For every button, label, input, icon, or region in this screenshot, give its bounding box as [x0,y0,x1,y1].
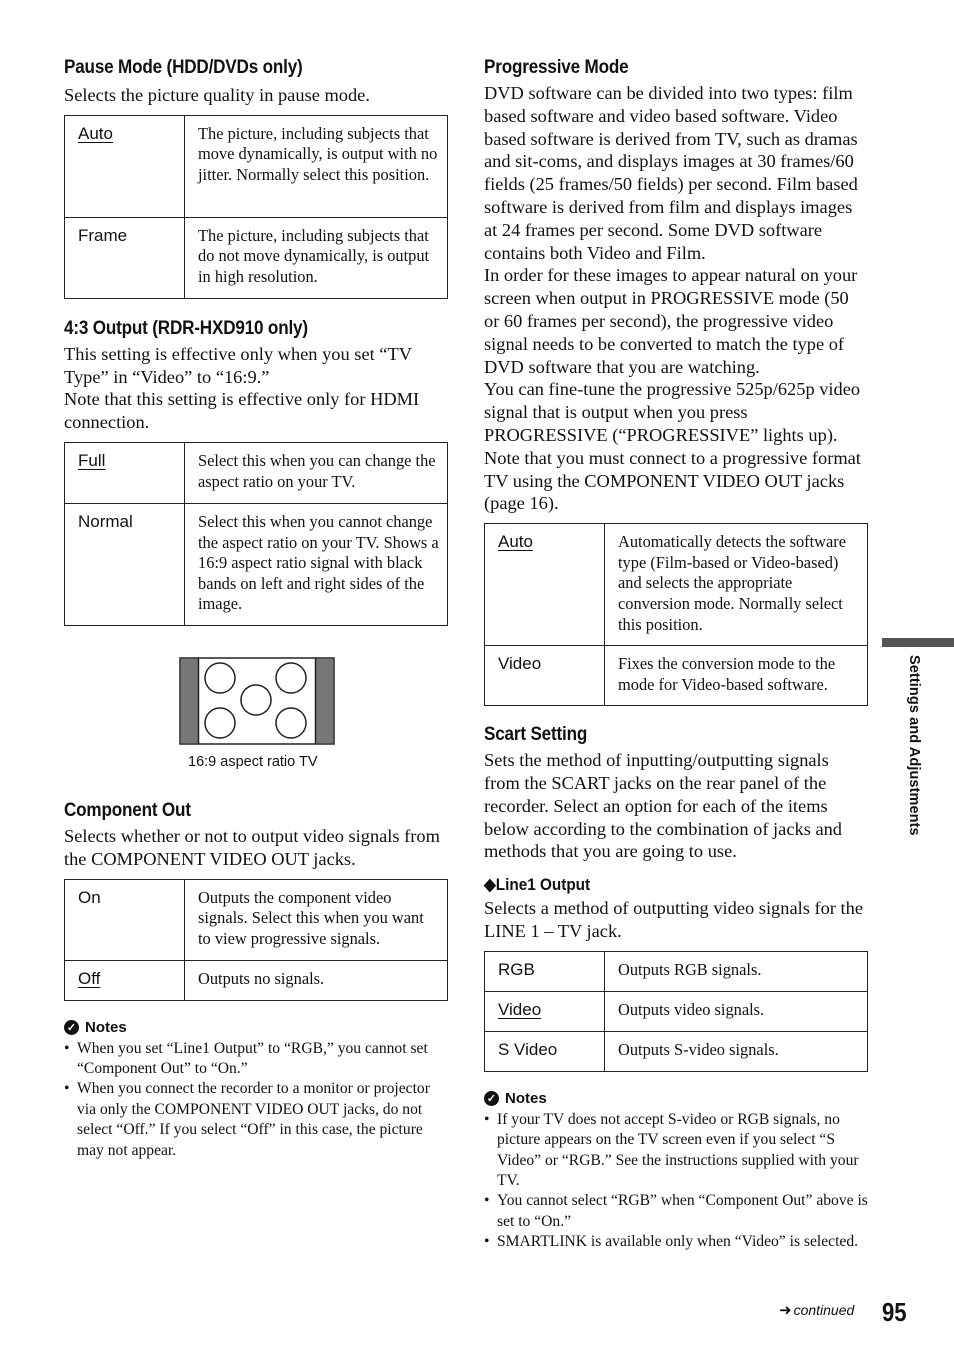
aspect-ratio-figure [179,657,339,770]
pause-mode-table [64,115,448,299]
option-desc: Outputs S-video signals. [605,1031,868,1071]
component-out-heading: Component Out [64,799,191,821]
list-item: • If your TV does not accept S-video or RGB signals, no picture appears on the TV screen even if you select “S Video” or “RGB.” See the instructions supplied with your TV. [484,1110,868,1192]
option-key: On [65,879,185,960]
option-key: Normal [65,503,185,625]
option-key: Video [485,646,605,706]
option-key: RGB [485,951,605,991]
table-row [485,951,868,991]
option-desc: Outputs the component video signals. Select this when you want to view progressive signals. [198,887,424,948]
notes-list [64,1039,448,1161]
output43-desc: This setting is effective only when you set “TV Type” in “Video” to “16:9.” [64,343,412,387]
progressive-mode-table [484,523,868,706]
pause-mode-desc: Selects the picture quality in pause mode. [64,85,370,105]
output43-table [64,442,448,626]
list-item: • SMARTLINK is available only when “Video” is selected. [484,1232,868,1252]
note-icon: ✓ [64,1020,79,1035]
progressive-p3: You can fine-tune the progressive 525p/625p video signal that is output when you press PROGRESSIVE (“PROGRESSIVE” lights up). [484,379,861,445]
option-desc: Fixes the conversion mode to the mode for Video-based software. [605,646,868,706]
line1-output-desc: Selects a method of outputting video signals for the LINE 1 – TV jack. [484,898,863,941]
table-row [65,442,448,503]
output43-heading: 4:3 Output (RDR-HXD910 only) [64,317,308,339]
option-desc: Outputs video signals. [605,991,868,1031]
continued-indicator: ➜ continued [779,1302,855,1319]
table-row [485,524,868,646]
progressive-p2: In order for these images to appear natural on your screen when output in PROGRESSIVE mode (50 or 60 frames per second), the progressive video signal needs to be converted to match the type of DVD software that you are watching. [484,265,858,377]
option-desc: Automatically detects the software type (Film-based or Video-based) and selects the appropriate conversion mode. Normally select this position. [618,532,847,634]
tv-16-9-illustration [179,657,335,747]
list-item: • When you connect the recorder to a monitor or projector via only the COMPONENT VIDEO OUT jacks, do not select “Off.” If you select “Off” in this case, the picture may not appear. [64,1079,448,1161]
line1-output-heading: ◆Line1 Output [484,875,591,895]
progressive-p1: DVD software can be divided into two types: film based software and video based software. Video based software is derived from TV, such as dramas and sit-coms, and displays images at 30 frames/60 fields (25 frames/50 fields) per second. Film based software is derived from film and displays images at 24 frames per second. Some DVD software contains both Video and Film. [484,83,858,263]
progressive-p4: Note that you must connect to a progressive format TV using the COMPONENT VIDEO OUT jacks (page 16). [484,447,861,514]
scart-setting-heading: Scart Setting [484,724,588,746]
notes-heading: ✓ Notes [484,1090,868,1107]
progressive-mode-heading: Progressive Mode [484,57,629,78]
table-row [65,879,448,960]
list-item: • You cannot select “RGB” when “Component Out” above is set to “On.” [484,1191,868,1232]
pause-mode-heading: Pause Mode (HDD/DVDs only) [64,57,303,78]
option-key: S Video [485,1031,605,1071]
table-row [485,1031,868,1071]
option-key: Off [78,968,101,988]
option-desc: Select this when you cannot change the aspect ratio on your TV. Shows a 16:9 aspect ratio signal with black bands on left and right sides of the image. [185,503,448,625]
page-number: 95 [882,1297,907,1327]
component-out-table [64,879,448,1001]
notes-list [484,1110,868,1253]
right-column [484,57,868,1253]
option-key: Auto [498,532,533,552]
table-row [65,115,448,217]
option-key: Video [498,999,542,1019]
output43-note: Note that this setting is effective only for HDMI connection. [64,389,420,433]
option-desc: The picture, including subjects that do not move dynamically, is output in high resolution. [185,217,448,298]
option-desc: Select this when you can change the aspect ratio on your TV. [198,450,436,491]
left-column [64,57,448,1161]
option-desc: The picture, including subjects that move dynamically, is output with no jitter. Normally select this position. [198,123,438,184]
table-row [485,991,868,1031]
option-key: Full [78,450,106,470]
table-row [485,646,868,706]
section-tab-marker [882,638,954,647]
scart-setting-desc: Sets the method of inputting/outputting signals from the SCART jacks on the rear panel of the recorder. Select an option for each of the items below according to the combination of jacks and methods that you are going to use. [484,750,842,862]
option-desc: Outputs RGB signals. [618,959,762,979]
component-out-desc: Selects whether or not to output video signals from the COMPONENT VIDEO OUT jacks. [64,825,440,869]
figure-caption: 16:9 aspect ratio TV [188,753,318,770]
arrow-right-icon: ➜ [779,1302,792,1319]
note-icon: ✓ [484,1091,499,1106]
option-key: Frame [65,217,185,298]
notes-heading: ✓ Notes [64,1019,448,1036]
table-row [65,217,448,298]
option-desc: Outputs no signals. [185,960,448,1000]
table-row [65,960,448,1000]
line1-output-table [484,951,868,1072]
list-item: • When you set “Line1 Output” to “RGB,” you cannot set “Component Out” to “On.” [64,1039,448,1080]
option-key: Auto [78,123,113,143]
table-row [65,503,448,625]
section-tab-label: Settings and Adjustments [906,655,922,836]
